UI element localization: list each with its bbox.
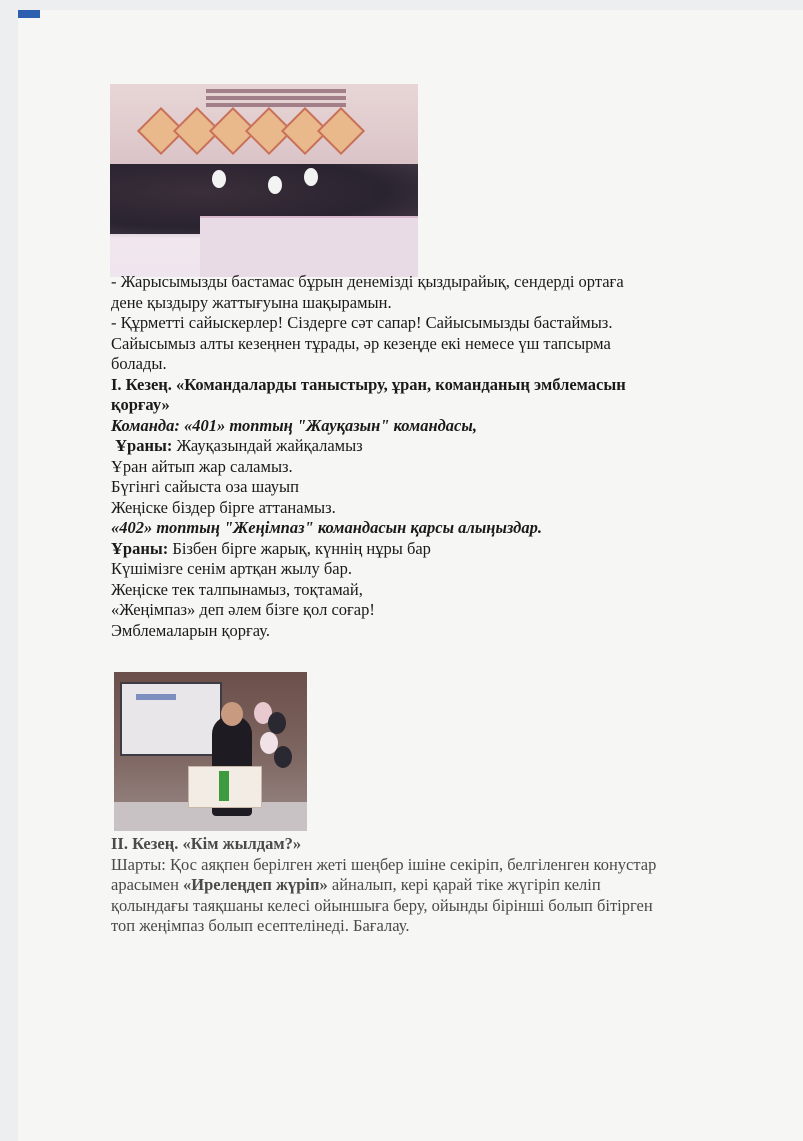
photo-banner bbox=[206, 86, 346, 112]
text-line: топ жеңімпаз болып есептелінеді. Бағалау. bbox=[111, 916, 410, 935]
presenter-head bbox=[221, 702, 243, 726]
corner-mark bbox=[18, 10, 40, 18]
balloon bbox=[268, 712, 286, 734]
text-line: Сайысымыз алты кезеңнен тұрады, әр кезеңде екі немесе үш тапсырма bbox=[111, 333, 611, 353]
motto-text: Жауқазындай жайқаламыз bbox=[172, 436, 363, 455]
team1-title: Команда: «401» топтың "Жауқазын" командасы, bbox=[111, 415, 477, 435]
text-line: Бүгінгі сайыста оза шауып bbox=[111, 477, 299, 496]
text-line: Жеңіске біздер бірге аттанамыз. bbox=[111, 497, 336, 517]
motto-label: Ұраны: bbox=[115, 436, 173, 455]
text-line: Ұран айтып жар саламыз. bbox=[111, 456, 293, 476]
text-line: болады. bbox=[111, 354, 167, 373]
score-card bbox=[212, 170, 226, 188]
stage1-heading: І. Кезең. «Командаларды таныстыру, ұран, команданың эмблемасын bbox=[111, 374, 626, 394]
text-line: Шарты: Қос аяқпен берілген жеті шеңбер ішіне секіріп, белгіленген конустар bbox=[111, 854, 657, 874]
motto-text: Бізбен бірге жарық, күннің нұры бар bbox=[168, 538, 431, 558]
stage2-text bbox=[111, 834, 791, 937]
text-line: Жеңіске тек талпынамыз, тоқтамай, bbox=[111, 579, 363, 599]
intro-text bbox=[111, 272, 751, 641]
score-card bbox=[304, 168, 318, 186]
team-photo bbox=[110, 84, 418, 277]
stage2-heading: ІІ. Кезең. «Кім жылдам?» bbox=[111, 834, 302, 853]
team2-motto-line bbox=[111, 539, 751, 560]
emblem-poster bbox=[188, 766, 262, 808]
emblem-photo bbox=[114, 672, 307, 831]
decor-tile bbox=[317, 107, 365, 155]
motto-label: Ұраны: bbox=[111, 538, 169, 558]
text-span: арасымен bbox=[111, 875, 184, 894]
team2-title: «402» топтың "Жеңімпаз" командасын қарсы алыңыздар. bbox=[111, 518, 542, 537]
score-card bbox=[268, 176, 282, 194]
text-line: - Құрметті сайыскерлер! Сіздерге сәт сапар! Сайысымызды бастаймыз. bbox=[111, 313, 613, 332]
text-line: - Жарысымызды бастамас бұрын денемізді қыздырайық, сендерді ортаға bbox=[111, 272, 624, 291]
team1-motto-line bbox=[111, 436, 751, 457]
text-span: айналып, кері қарай тіке жүгіріп келіп bbox=[327, 875, 601, 894]
text-line: дене қыздыру жаттығуына шақырамын. bbox=[111, 292, 392, 312]
photo-table bbox=[200, 216, 418, 277]
text-line-mixed bbox=[111, 875, 791, 896]
text-line: Күшімізге сенім артқан жылу бар. bbox=[111, 559, 352, 578]
stage1-heading-cont: қорғау» bbox=[111, 395, 170, 414]
text-line: қолындағы таяқшаны келесі ойыншыға беру, ойынды бірінші болып бітірген bbox=[111, 895, 653, 915]
balloon bbox=[274, 746, 292, 768]
projector-screen bbox=[120, 682, 222, 756]
text-line: «Жеңімпаз» деп әлем бізге қол соғар! bbox=[111, 600, 375, 619]
text-line: Эмблемаларын қорғау. bbox=[111, 620, 271, 640]
game-name: «Ирелеңдеп жүріп» bbox=[183, 875, 328, 894]
